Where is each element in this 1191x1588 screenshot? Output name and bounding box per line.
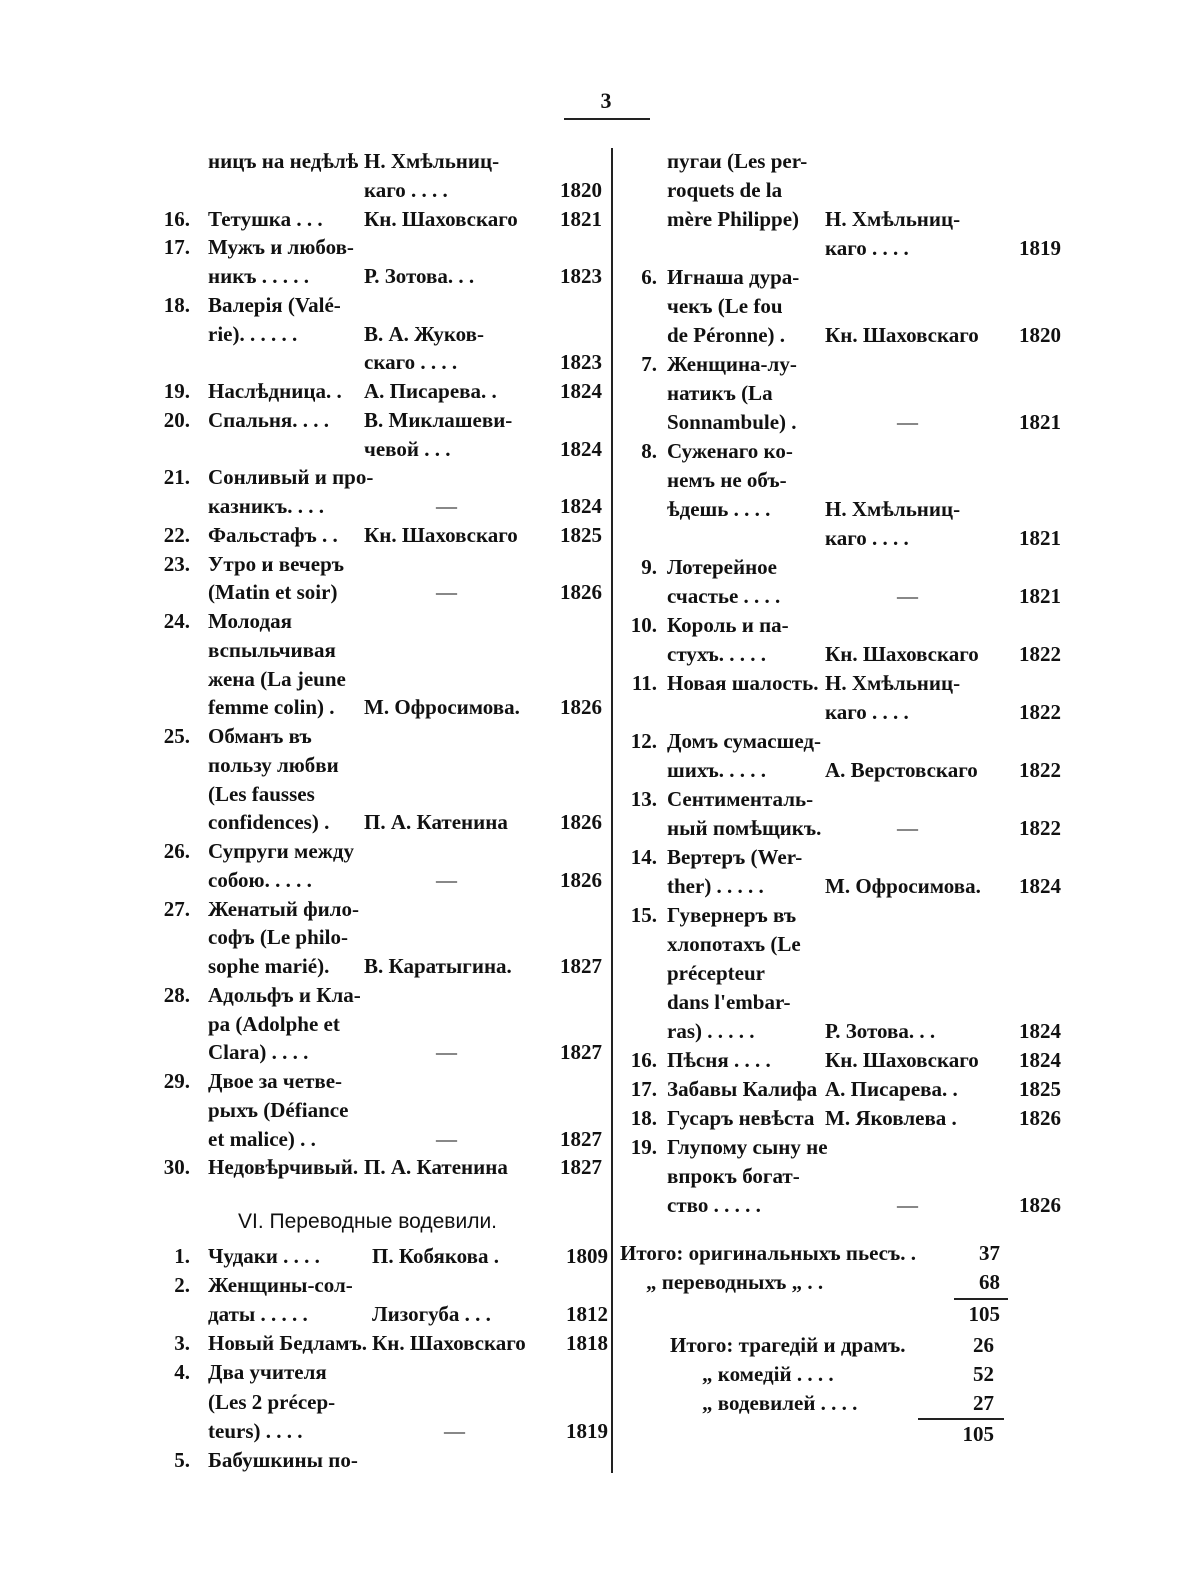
entry-title: ра (Adolphe et [208,1011,340,1036]
entry-title: Чудаки . . . . [208,1244,320,1268]
entry-number: 5. [174,1447,190,1472]
entry-row [150,377,605,406]
totals-translated-value: 68 [979,1270,1000,1294]
entry-row [617,437,1062,466]
entry-year: 1825 [560,522,602,547]
entry-row [617,176,1062,205]
entry-author: — [436,1040,457,1065]
entry-title: Спальня. . . . [208,407,330,432]
entry-title: Адольфъ и Кла- [208,982,361,1007]
section-heading: VI. Переводные водевили. [238,1210,498,1233]
entry-title: (Matin et soir) [208,580,338,605]
entry-number: 16. [630,1048,657,1072]
entry-year: 1822 [1019,816,1061,840]
entry-author: скаго . . . . [364,350,458,375]
entry-number: 28. [163,982,190,1007]
totals-sum-2: 105 [962,1422,994,1446]
entry-row [617,1046,1062,1075]
entry-row [150,1067,605,1096]
entry-row [150,348,605,377]
entry-title: Сентименталь- [667,787,814,811]
entry-title: Clara) . . . . [208,1040,309,1065]
entry-row [617,234,1062,263]
entry-title: Сонливый и про- [208,465,374,490]
entry-number: 12. [630,729,657,753]
entry-year: 1823 [560,350,602,375]
entry-title: никъ . . . . . [208,264,310,288]
entry-number: 18. [163,292,190,317]
entry-row [150,751,605,780]
entry-title: Тетушка . . . [208,206,323,231]
entry-number: 16. [163,206,190,231]
entry-title: Новая шалость. [667,671,819,695]
entry-row [617,1191,1062,1220]
entry-row [150,435,605,464]
entry-year: 1819 [566,1418,608,1443]
totals-original-value: 37 [979,1241,1000,1265]
entry-title: (Les 2 précep- [208,1389,336,1414]
entry-year: 1824 [1019,1048,1061,1072]
entry-row [150,463,605,492]
entry-title: натикъ (La [667,381,773,405]
entry-number: 21. [163,465,190,490]
entry-author: — [436,867,457,892]
entry-author: А. Писарева. . [364,379,497,403]
entry-title: mère Philippe) [667,207,800,231]
entry-year: 1827 [560,1040,602,1065]
entry-number: 27. [163,896,190,921]
entry-row [150,780,605,809]
entry-row [617,205,1062,234]
entry-number: 14. [630,845,657,869]
entry-row [617,466,1062,495]
entry-title: ство . . . . . [667,1193,761,1217]
entry-title: confidences) . [208,810,330,835]
entry-row [617,669,1062,698]
entry-row [617,350,1062,379]
entry-year: 1821 [560,206,602,231]
entry-year: 1821 [1019,526,1061,550]
entry-year: 1822 [1019,642,1061,666]
entry-author: П. А. Катенина [364,1155,508,1180]
entry-number: 18. [630,1106,657,1130]
entry-row [617,495,1062,524]
entry-title: шихъ. . . . . [667,758,767,782]
entry-author: — [444,1418,465,1443]
totals-comedies-value: 52 [973,1362,994,1386]
entry-title: Вертеръ (Wer- [667,845,803,869]
entry-row [150,262,605,291]
entry-row [617,959,1062,988]
entry-row [617,1075,1062,1104]
entry-author: Кн. Шаховскаго [372,1331,526,1356]
entry-year: 1821 [1019,584,1061,608]
entry-row [150,952,605,981]
entry-author: каго . . . . [825,700,909,724]
entry-number: 29. [163,1069,190,1093]
entry-author: каго . . . . [364,177,448,202]
entry-title: Два учителя [208,1360,327,1385]
entry-row [617,785,1062,814]
entry-title: хлопотахъ (Le [667,932,801,956]
entry-title: sophe marié). [208,954,330,978]
entry-row [617,1017,1062,1046]
entry-author: В. Каратыгина. [364,954,512,978]
entry-author: — [436,1126,457,1151]
entry-number: 20. [163,407,190,432]
entry-row [150,1358,610,1387]
entry-row [150,1271,610,1300]
entry-number: 11. [631,671,657,695]
entry-row [617,582,1062,611]
entry-title: софъ (Le philo- [208,925,348,950]
entry-author: П. А. Катенина [364,810,508,835]
entry-title: Недовѣрчивый. [208,1155,359,1180]
entry-title: Обманъ въ [208,724,312,748]
entry-row [617,408,1062,437]
totals-vaudevilles-label: „ водевилей . . . . [702,1391,858,1415]
totals-original-label: Итого: оригинальныхъ пьесъ. . [620,1241,916,1265]
totals-comedies-label: „ комедій . . . . [702,1362,834,1386]
entry-author: М. Офросимова. [825,874,981,898]
entry-row [617,988,1062,1017]
entry-title: пугаи (Les per- [667,149,808,173]
entry-title: Супруги между [208,839,355,863]
entry-row [150,837,605,866]
entry-row [150,406,605,435]
entry-row [617,1162,1062,1191]
entry-title: ный помѣщикъ. [667,816,822,840]
entry-row [617,930,1062,959]
totals-translated-label: „ переводныхъ „ . . [646,1270,824,1294]
entry-title: Бабушкины по- [208,1447,358,1472]
entry-title: Лотерейное [667,555,778,579]
entry-year: 1812 [566,1302,608,1327]
totals-tragedies-value: 26 [973,1333,994,1357]
entry-year: 1826 [560,810,602,835]
entry-row [150,176,605,205]
entry-author: Р. Зотова. . . [364,264,475,288]
entry-number: 13. [630,787,657,811]
entry-year: 1820 [560,177,602,202]
entry-number: 1. [174,1244,190,1268]
entry-year: 1826 [1019,1106,1061,1130]
entry-number: 19. [630,1135,657,1159]
entry-title: teurs) . . . . [208,1418,303,1443]
entry-author: — [897,816,918,840]
entry-year: 1826 [560,867,602,892]
entry-row [150,1096,605,1125]
entry-year: 1809 [566,1244,608,1268]
entry-year: 1826 [1019,1193,1061,1217]
totals-vaudevilles-value: 27 [973,1391,994,1415]
totals-sum-1: 105 [968,1302,1000,1326]
entry-title: roquets de la [667,178,783,202]
entry-title: рыхъ (Défiance [208,1097,349,1122]
entry-year: 1824 [1019,874,1061,898]
entry-year: 1823 [560,264,602,288]
entry-title: жена (La jeune [208,666,346,691]
entry-row [150,147,605,176]
entry-year: 1827 [560,1155,602,1180]
entry-row [150,492,605,521]
entry-year: 1824 [560,494,602,518]
entry-row [617,292,1062,321]
entry-title: Глупому сыну не [667,1135,828,1159]
entry-author: В. Миклашеви- [364,407,513,432]
entry-row [617,814,1062,843]
entry-author: — [897,410,918,434]
entry-row [617,321,1062,350]
entry-number: 2. [174,1273,190,1298]
entry-author: Кн. Шаховскаго [825,1048,979,1072]
entry-title: Король и па- [667,613,789,637]
entry-row [150,550,605,579]
entry-row [150,866,605,895]
entry-row [150,636,605,665]
entry-year: 1820 [1019,323,1061,347]
entry-row [150,665,605,694]
entry-author: Н. Хмѣльниц- [825,671,961,695]
entry-number: 10. [630,613,657,637]
entry-number: 30. [163,1155,190,1180]
entry-row [617,698,1062,727]
entry-year: 1826 [560,580,602,605]
entry-title: Забавы Калифа [667,1077,818,1101]
column-divider [611,148,613,1473]
entry-author: чевой . . . [364,436,451,461]
entry-row [150,923,605,952]
page-number: 3 [600,88,612,113]
entry-title: Игнаша дура- [667,265,800,289]
entry-row [617,901,1062,930]
entry-row [150,1242,610,1271]
entry-row [150,578,605,607]
entry-author: Н. Хмѣльниц- [825,207,961,231]
entry-author: — [897,1193,918,1217]
entry-row [617,553,1062,582]
entry-title: ѣдешь . . . . [667,497,771,521]
entry-title: Утро и вечеръ [208,551,344,576]
entry-row [150,1125,605,1154]
entry-title: Sonnambule) . [667,410,797,434]
entry-title: et malice) . . [208,1126,316,1151]
entry-number: 22. [163,522,190,547]
entry-number: 25. [163,724,190,748]
entry-title: стухъ. . . . . [667,642,767,666]
entry-author: Кн. Шаховскаго [825,642,979,666]
entry-title: femme colin) . [208,695,335,720]
entry-author: Кн. Шаховскаго [364,206,518,231]
entry-author: П. Кобякова . [372,1244,499,1268]
entry-title: Молодая [208,609,292,633]
entry-author: А. Писарева. . [825,1077,958,1101]
entry-row [617,379,1062,408]
entry-title: de Péronne) . [667,323,786,347]
entry-author: В. А. Жуков- [364,321,484,346]
entry-title: Двое за четве- [208,1069,343,1093]
entry-number: 15. [630,903,657,927]
entry-row [150,1010,605,1039]
entry-year: 1827 [560,954,602,978]
entry-author: М. Офросимова. [364,695,520,720]
entry-number: 8. [641,439,657,463]
entry-row [617,756,1062,785]
entry-author: М. Яковлева . [825,1106,957,1130]
entry-row [150,1388,610,1417]
entry-title: чекъ (Le fou [667,294,783,318]
entry-number: 19. [163,379,190,403]
entry-row [617,1104,1062,1133]
entry-row [617,843,1062,872]
entry-year: 1824 [1019,1019,1061,1043]
entry-title: ras) . . . . . [667,1019,755,1043]
entry-year: 1826 [560,695,602,720]
entry-author: Р. Зотова. . . [825,1019,936,1043]
entry-title: Гусаръ невѣста [667,1106,815,1130]
entry-title: ther) . . . . . [667,874,764,898]
entry-row [150,1417,610,1446]
entry-row [150,205,605,234]
entry-year: 1818 [566,1331,608,1356]
entry-row [150,607,605,636]
entry-year: 1821 [1019,410,1061,434]
entry-row [150,233,605,262]
entry-row [617,640,1062,669]
entry-title: пользу любви [208,752,339,777]
entry-title: Фальстафъ . . [208,522,338,547]
entry-number: 3. [174,1331,190,1356]
entry-year: 1827 [560,1126,602,1151]
entry-year: 1824 [560,436,602,461]
entry-title: Валерія (Valé- [208,292,341,317]
entry-row [150,1300,610,1329]
entry-author: Кн. Шаховскаго [364,522,518,547]
entry-number: 23. [163,551,190,576]
entry-title: (Les fausses [208,781,315,806]
entry-year: 1819 [1019,236,1061,260]
entry-title: Пѣсня . . . . [667,1048,771,1072]
entry-author: — [436,580,457,605]
entry-row [617,872,1062,901]
entry-title: Женатый фило- [208,896,360,921]
entry-row [150,1153,605,1182]
entry-year: 1822 [1019,700,1061,724]
entry-title: Гувернеръ въ [667,903,797,927]
entry-number: 9. [641,555,657,579]
entry-title: Новый Бедламъ. [208,1331,368,1356]
entry-row [617,727,1062,756]
entry-author: Кн. Шаховскаго [825,323,979,347]
entry-title: вспыльчивая [208,637,336,662]
entry-title: précepteur [667,961,765,985]
entry-author: Н. Хмѣльниц- [825,497,961,521]
entry-row [617,1133,1062,1162]
entry-row [150,693,605,722]
entry-title: даты . . . . . [208,1302,308,1327]
entry-row [617,147,1062,176]
entry-title: Женщины-сол- [208,1273,353,1298]
entry-title: Мужъ и любов- [208,235,354,260]
entry-author: Н. Хмѣльниц- [364,149,500,173]
entry-number: 17. [163,235,190,260]
entry-year: 1822 [1019,758,1061,782]
entry-author: каго . . . . [825,236,909,260]
header-rule [564,118,650,120]
entry-author: Лизогуба . . . [372,1302,491,1327]
entry-number: 26. [163,839,190,863]
entry-row [617,263,1062,292]
entry-title: rie). . . . . . [208,321,298,346]
entry-row [150,808,605,837]
entry-author: А. Верстовскаго [825,758,978,782]
entry-title: счастье . . . . [667,584,781,608]
entry-row [150,895,605,924]
entry-year: 1825 [1019,1077,1061,1101]
entry-author: каго . . . . [825,526,909,550]
entry-title: Наслѣдница. . [208,379,342,403]
entry-number: 17. [630,1077,657,1101]
entry-title: ницъ на недѣлѣ [208,149,359,173]
entry-row [617,611,1062,640]
entry-row [150,320,605,349]
entry-title: dans l'embar- [667,990,791,1014]
entry-row [150,1329,610,1358]
entry-row [150,291,605,320]
totals-tragedies-label: Итого: трагедій и драмъ. [670,1333,906,1357]
entry-title: впрокъ богат- [667,1164,800,1188]
entry-number: 6. [641,265,657,289]
entry-row [150,722,605,751]
entry-title: казникъ. . . . [208,494,325,518]
entry-number: 24. [163,609,190,633]
entry-title: Женщина-лу- [667,352,797,376]
entry-title: собою. . . . . [208,867,312,892]
entry-number: 7. [641,352,657,376]
entry-author: — [436,494,457,518]
entry-author: — [897,584,918,608]
entry-title: немъ не объ- [667,468,787,492]
entry-year: 1824 [560,379,602,403]
entry-row [150,1446,610,1475]
entry-row [150,521,605,550]
entry-row [617,524,1062,553]
entry-title: Суженаго ко- [667,439,793,463]
entry-number: 4. [174,1360,190,1385]
entry-row [150,981,605,1010]
entry-row [150,1038,605,1067]
entry-title: Домъ сумасшед- [667,729,821,753]
